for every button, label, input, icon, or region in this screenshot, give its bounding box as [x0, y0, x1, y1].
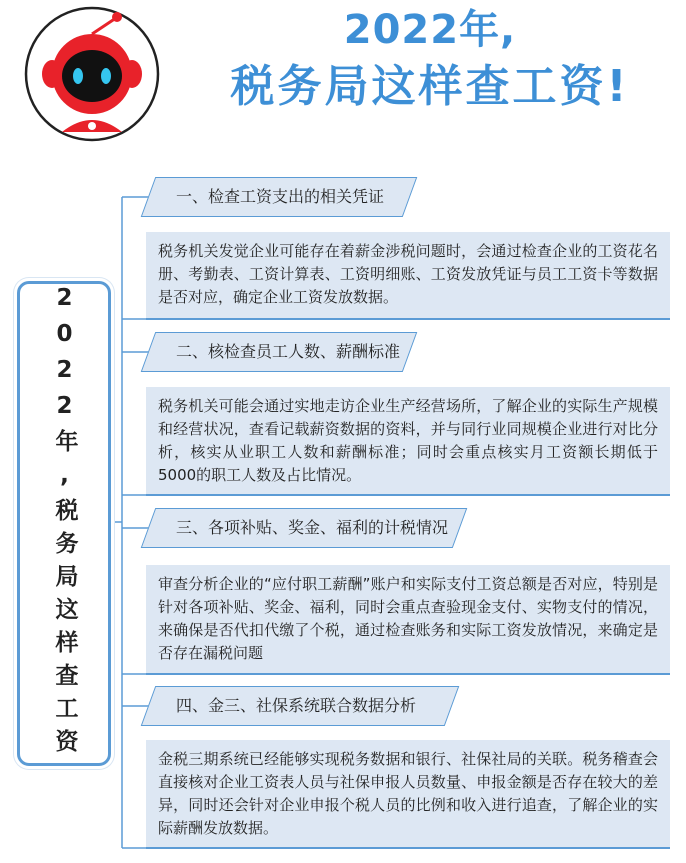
side-title: 2022年,税务局这样查工资 [51, 285, 78, 762]
section-body-4: 金税三期系统已经能够实现税务数据和银行、社保社局的关联。税务稽查会直接核对企业工资表人员与社保申报人员数量、申报金额是否存在较大的差异，同时还会针对企业申报个税人员的比例和收入进行追查，了解企业的实际薪酬发放数据。 [146, 740, 670, 849]
side-title-box [17, 281, 111, 766]
section-heading-label: 三、各项补贴、奖金、福利的计税情况 [176, 518, 449, 537]
section-heading-4 [148, 686, 452, 726]
section-heading-label: 一、检查工资支出的相关凭证 [176, 187, 385, 206]
section-body-2: 税务机关可能会通过实地走访企业生产经营场所，了解企业的实际生产规模和经营状况，查看记载薪资数据的资料，并与同行业同规模企业进行对比分析，核实从业职工人数和薪酬标准；同时会重点核实月工资额长期低于5000的职工人数及占比情况。 [146, 387, 670, 496]
section-body-1: 税务机关发觉企业可能存在着薪金涉税问题时，会通过检查企业的工资花名册、考勤表、工资计算表、工资明细账、工资发放凭证与员工工资卡等数据是否对应，确定企业工资发放数据。 [146, 232, 670, 320]
section-heading-1 [148, 177, 410, 217]
section-body-3: 审查分析企业的“应付职工薪酬”账户和实际支付工资总额是否对应，特别是针对各项补贴、奖金、福利，同时会重点查验现金支付、实物支付的情况，来确保是否代扣代缴了个税，通过检查账务和实际工资发放情况，来确定是否存在漏税问题 [146, 565, 670, 675]
section-heading-2 [148, 332, 410, 372]
section-heading-3 [148, 508, 460, 548]
section-heading-label: 二、核检查员工人数、薪酬标准 [176, 342, 401, 361]
section-heading-label: 四、金三、社保系统联合数据分析 [176, 696, 417, 715]
page-title-line1: 2022年, [343, 7, 517, 53]
page-title-line2: 税务局这样查工资! [230, 61, 630, 112]
